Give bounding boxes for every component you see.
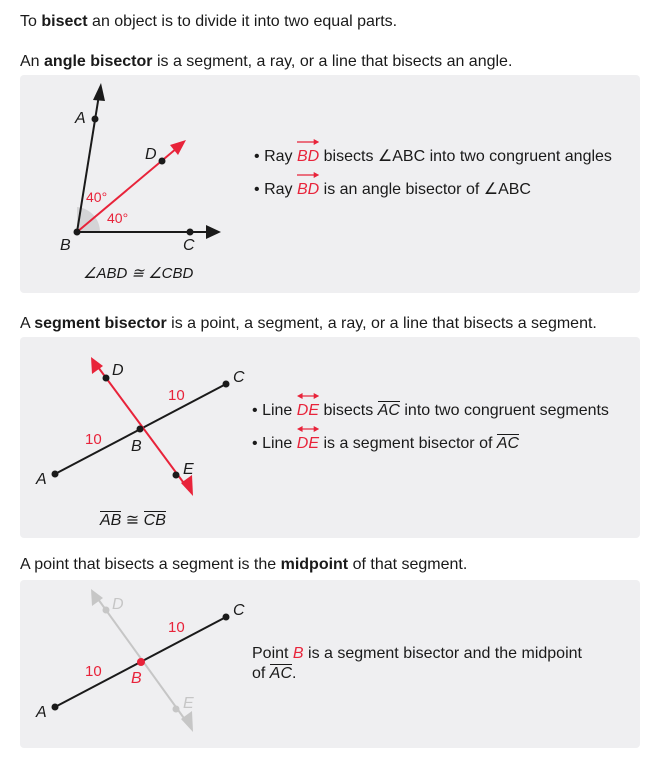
point-a xyxy=(52,471,59,478)
label-b: B xyxy=(131,438,142,455)
angle-bullet-2 xyxy=(254,180,612,200)
bullet-dot: • xyxy=(252,402,258,419)
point-b xyxy=(74,229,81,236)
line-de-arrowhead-bottom xyxy=(181,711,193,732)
label-c: C xyxy=(233,369,245,386)
label-c: C xyxy=(183,237,195,254)
point-c xyxy=(223,381,230,388)
angle-congruence-caption: ∠ABD ≅ ∠CBD xyxy=(83,265,194,282)
line-de-notation xyxy=(297,434,319,454)
bullet-dot: • xyxy=(252,435,258,452)
line-de-arrowhead-bottom xyxy=(181,475,193,496)
angle-bullets xyxy=(254,147,612,213)
label-d: D xyxy=(112,362,124,379)
bullet-pre: Ray xyxy=(264,181,297,198)
bullet-dot: • xyxy=(254,181,260,198)
angle-measure-top: 40° xyxy=(86,189,108,205)
bullet-pre: Line xyxy=(262,435,297,452)
intro-pre: To xyxy=(20,13,42,30)
ray-ba-arrowhead xyxy=(93,83,105,101)
bullet-post: into two congruent segments xyxy=(399,402,609,419)
angle-bisector-panel xyxy=(20,75,640,293)
segment-heading-term: segment bisector xyxy=(34,315,167,332)
angle-bullet-1 xyxy=(254,147,612,167)
intro-text xyxy=(20,12,397,32)
ray-arrow-icon xyxy=(297,171,319,179)
label-a: A xyxy=(75,110,86,127)
label-d: D xyxy=(112,596,124,613)
label-b: B xyxy=(131,670,142,687)
line-name: DE xyxy=(296,435,319,452)
bullet-dot: • xyxy=(254,148,260,165)
midpoint-heading xyxy=(20,555,467,575)
bullet-pre: Ray xyxy=(264,148,297,165)
segment-bisector-heading xyxy=(20,314,597,334)
point-b xyxy=(137,426,144,433)
label-e: E xyxy=(183,461,194,478)
point-a xyxy=(52,704,59,711)
line-de-notation xyxy=(297,401,319,421)
segment-heading-pre: A xyxy=(20,315,35,332)
point-d xyxy=(159,158,166,165)
midpoint-text-of: of xyxy=(252,665,270,682)
ray-bd-notation xyxy=(297,180,319,200)
segment-ac-notation: AC xyxy=(269,665,293,682)
intro-post: an object is to divide it into two equal parts. xyxy=(87,13,398,30)
angle-measure-bottom: 40° xyxy=(107,210,129,226)
intro-term: bisect xyxy=(41,13,88,30)
bullet-post: bisects ∠ABC into two congruent angles xyxy=(319,148,612,165)
midpoint-heading-post: of that segment. xyxy=(348,556,468,573)
label-d: D xyxy=(145,146,157,163)
label-c: C xyxy=(233,602,245,619)
bullet-pre: Line xyxy=(262,402,297,419)
bullet-mid: is a segment bisector of xyxy=(319,435,497,452)
label-b: B xyxy=(60,237,71,254)
ray-bc-arrowhead xyxy=(206,225,221,239)
point-e xyxy=(173,706,180,713)
ray-name: BD xyxy=(296,181,320,198)
angle-heading-post: is a segment, a ray, or a line that bisects an angle. xyxy=(152,53,513,70)
label-a: A xyxy=(36,704,47,721)
midpoint-text-end: . xyxy=(292,665,297,682)
point-e xyxy=(173,472,180,479)
segment-ac-notation: AC xyxy=(496,435,520,452)
segment-ab: AB xyxy=(100,512,122,529)
midpoint-point-name: B xyxy=(292,645,304,662)
ray-bd-notation xyxy=(297,147,319,167)
midpoint-text-mid: is a segment bisector and the midpoint xyxy=(303,645,582,662)
midpoint-heading-term: midpoint xyxy=(280,556,349,573)
segment-bullet-1 xyxy=(252,401,609,421)
angle-heading-term: angle bisector xyxy=(44,53,153,70)
segment-cb: CB xyxy=(143,512,166,529)
double-arrow-icon xyxy=(297,425,319,433)
point-d xyxy=(103,375,110,382)
segment-bullets xyxy=(252,401,609,467)
segment-ac-notation: AC xyxy=(377,402,400,419)
length-upper: 10 xyxy=(168,619,185,636)
ray-arrow-icon xyxy=(297,138,319,146)
segment-congruence-caption xyxy=(100,511,166,531)
length-upper: 10 xyxy=(168,387,185,404)
line-name: DE xyxy=(296,402,319,419)
angle-heading-pre: An xyxy=(20,53,45,70)
point-a xyxy=(92,116,99,123)
segment-heading-post: is a point, a segment, a ray, or a line that bisects a segment. xyxy=(166,315,597,332)
length-lower: 10 xyxy=(85,663,102,680)
double-arrow-icon xyxy=(297,392,319,400)
bullet-mid: bisects xyxy=(319,402,378,419)
label-a: A xyxy=(36,471,47,488)
point-c xyxy=(187,229,194,236)
label-e: E xyxy=(183,695,194,712)
midpoint-heading-pre: A point that bisects a segment is the xyxy=(20,556,281,573)
length-lower: 10 xyxy=(85,431,102,448)
segment-bullet-2 xyxy=(252,434,609,454)
congruent-symbol: ≅ xyxy=(125,512,140,529)
point-b-midpoint xyxy=(137,658,145,666)
ray-name: BD xyxy=(296,148,320,165)
point-d xyxy=(103,607,110,614)
bullet-post: is an angle bisector of ∠ABC xyxy=(319,181,531,198)
midpoint-description xyxy=(252,644,582,684)
segment-bisector-panel xyxy=(20,337,640,538)
midpoint-panel xyxy=(20,580,640,748)
angle-bisector-heading xyxy=(20,52,512,72)
midpoint-text-pre: Point xyxy=(252,645,293,662)
point-c xyxy=(223,614,230,621)
